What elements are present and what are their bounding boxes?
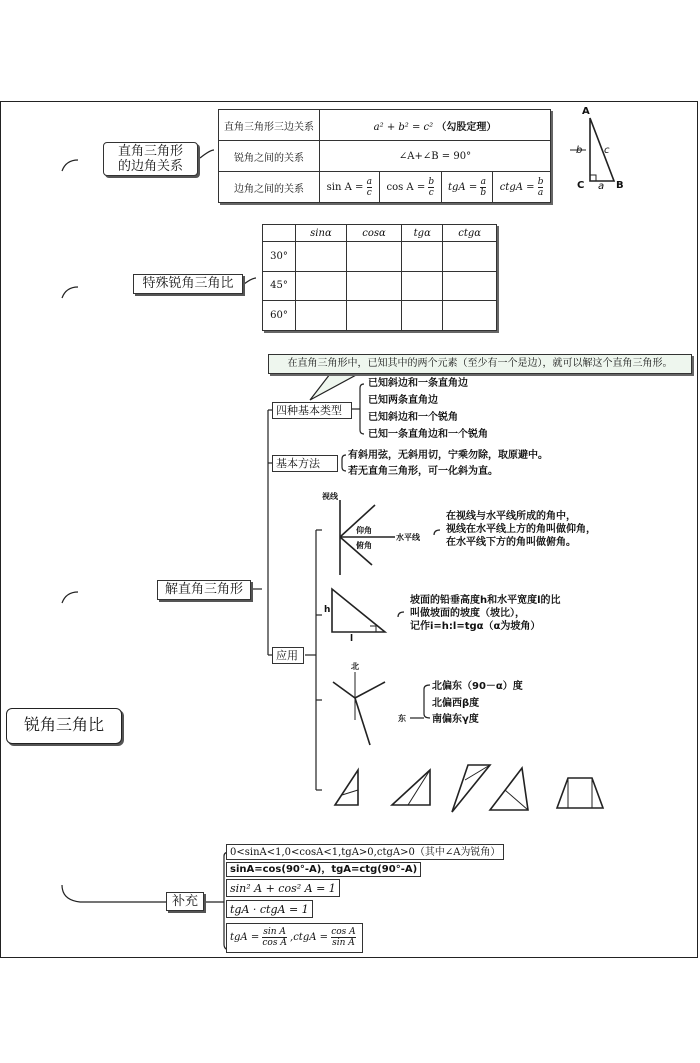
tg-definition-cell [442,172,493,203]
supplement-item: 0<sinA<1,0<cosA<1,tgA>0,ctgA>0（其中∠A为锐角） [226,844,504,860]
node-basic-method[interactable]: 基本方法 [272,455,338,472]
denominator: a [537,187,544,198]
vertex-label-a: A [582,106,590,117]
elevation-desc-line: 视线在水平线上方的角叫做仰角， [446,524,596,535]
denominator: b [480,187,487,198]
table-cell [320,110,551,141]
table-row [219,141,551,172]
elevation-angle-label: 仰角 [356,526,372,535]
supplement-item: sinA=cos(90°-A)，tgA=ctg(90°-A) [226,862,421,877]
elevation-desc-line: 在水平线下方的角叫做俯角。 [446,537,576,548]
table-row [263,242,497,272]
table-cell[interactable] [443,271,497,301]
supplement-item [226,923,363,953]
east-label: 东 [398,714,406,723]
node-four-basic-types[interactable]: 四种基本类型 [272,402,352,419]
table-header: cosα [346,225,401,242]
cos-definition-cell [379,172,441,203]
fraction [538,177,544,198]
formula-lhs: cos A = [386,181,426,193]
elevation-desc-line: 在视线与水平线所成的角中， [446,511,576,522]
formula-lhs: tgA = [230,932,260,943]
numerator: a [366,176,372,187]
numerator: b [537,176,544,187]
horizontal-line-label: 水平线 [396,533,420,542]
table-cell[interactable] [402,271,443,301]
root-node[interactable]: 锐角三角比 [6,708,122,744]
slope-desc-line: 坡面的铅垂高度h和水平宽度l的比 [410,595,561,606]
method-item: 若无直角三角形，可一化斜为直。 [348,466,498,477]
table-cell[interactable] [443,301,497,331]
type-item: 已知斜边和一条直角边 [368,378,468,389]
side-label-b: b [576,145,583,156]
formula-lhs: ,ctgA = [290,932,329,943]
fraction [480,177,486,198]
formula-lhs: tgA = [448,181,478,193]
denominator: c [366,187,372,198]
side-label-a: a [598,181,605,192]
numerator: a [480,176,486,187]
row-header: 60° [263,301,296,331]
table-row [219,110,551,141]
branch-supplement[interactable]: 补充 [166,892,204,911]
node-application[interactable]: 应用 [272,647,304,664]
slope-height-label: h [324,605,331,615]
depression-angle-label: 俯角 [356,541,372,550]
row-header: 45° [263,271,296,301]
type-item: 已知斜边和一个锐角 [368,412,458,423]
supplement-item: sin² A + cos² A = 1 [226,879,340,897]
branch-right-triangle-relations[interactable] [103,142,198,176]
table-header: ctgα [443,225,497,242]
application-figures-row [335,765,603,812]
slope-desc-line: 叫做坡面的坡度（坡比）， [410,608,525,619]
direction-desc-line: 北偏东（90－α）度 [432,681,523,692]
table-header: tgα [402,225,443,242]
table-cell: 直角三角形三边关系 [219,110,320,141]
table-cell[interactable] [402,301,443,331]
denominator: sin A [332,938,355,948]
table-row [263,271,497,301]
branch-special-angles[interactable]: 特殊锐角三角比 [133,274,243,294]
direction-desc-line: 南偏东γ度 [432,714,479,725]
row-header: 30° [263,242,296,272]
pythagorean-formula: a² + b² = c² [373,121,434,133]
table-cell[interactable] [296,301,347,331]
denominator: c [428,187,434,198]
numerator: b [428,176,435,187]
branch-solve-right-triangle[interactable]: 解直角三角形 [157,580,251,600]
vertex-label-c: C [577,180,585,191]
table-cell: ∠A+∠B = 90° [320,141,551,172]
vertex-label-b: B [616,180,624,191]
table-cell[interactable] [443,242,497,272]
slope-triangle-figure [332,589,385,632]
table-cell: 锐角之间的关系 [219,141,320,172]
table-cell: 边角之间的关系 [219,172,320,203]
table-row [263,301,497,331]
sight-line-label: 视线 [322,492,338,501]
method-item: 有斜用弦，无斜用切，宁乘勿除，取原避中。 [348,450,548,461]
north-label: 北 [351,662,359,671]
type-item: 已知两条直角边 [368,395,438,406]
slope-desc-line: 记作i=h:l=tgα（α为坡角） [410,621,541,632]
fraction [428,177,434,198]
table-corner-cell [263,225,296,242]
table-header: sinα [296,225,347,242]
fraction [262,927,286,948]
supplement-item: tgA · ctgA = 1 [226,900,313,918]
denominator: cos A [262,938,287,948]
right-triangle-relations-table [218,109,551,203]
slope-length-label: l [350,634,354,644]
table-cell[interactable] [346,242,401,272]
pythagorean-note: （勾股定理） [436,121,497,133]
fraction [331,927,355,948]
ctg-definition-cell [493,172,551,203]
table-cell[interactable] [296,242,347,272]
table-header-row [263,225,497,242]
solve-definition-callout: 在直角三角形中，已知其中的两个元素（至少有一个是边），就可以解这个直角三角形。 [268,354,692,374]
table-cell[interactable] [402,242,443,272]
side-label-c: c [604,145,610,156]
table-cell[interactable] [346,271,401,301]
table-row [219,172,551,203]
branch-label-line2: 的边角关系 [117,159,183,174]
special-angles-table [262,224,497,331]
table-cell[interactable] [296,271,347,301]
formula-lhs: ctgA = [499,181,535,193]
numerator: sin A [263,927,286,937]
table-cell[interactable] [346,301,401,331]
elevation-depression-figure [340,500,395,575]
branch-label-line1: 直角三角形 [117,144,183,159]
fraction [367,177,372,198]
direction-desc-line: 北偏西β度 [432,698,480,709]
sin-definition-cell [320,172,380,203]
numerator: cos A [331,927,356,937]
type-item: 已知一条直角边和一个锐角 [368,429,488,440]
direction-figure [333,672,385,745]
formula-lhs: sin A = [326,181,364,193]
